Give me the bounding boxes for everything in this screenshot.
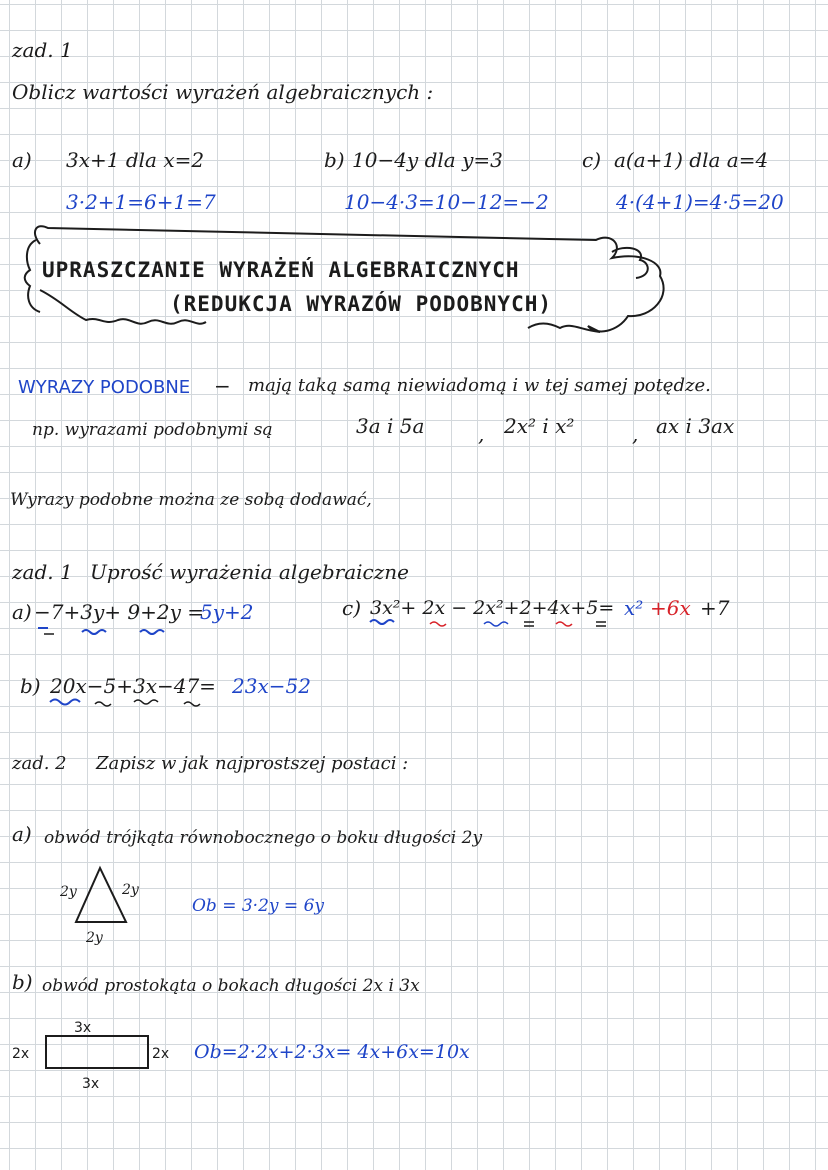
- simplify-c-result-7: +7: [700, 596, 730, 620]
- triangle-bottom-label: 2y: [86, 930, 103, 946]
- simplify-b-result: 23x−52: [232, 674, 311, 698]
- task1-instruction: Oblicz wartości wyrażeń algebraicznych :: [12, 80, 434, 104]
- simplify-b-expression: 20x−5+3x−47=: [50, 674, 216, 698]
- rect-left-label: 2x: [12, 1046, 30, 1062]
- simplify-c-expression: 3x²+ 2x − 2x²+2+4x+5=: [370, 597, 615, 619]
- definition-example-intro: np. wyrazami podobnymi są: [32, 420, 273, 440]
- definition-dash: −: [214, 374, 231, 398]
- simplify-a-expression: −7+3y+ 9+2y =: [34, 600, 204, 624]
- simplify-a-result: 5y+2: [200, 600, 254, 624]
- task1-label: zad. 1: [12, 38, 73, 62]
- banner-left-brace: [25, 240, 40, 312]
- banner-subtitle: (REDUKCJA WYRAZÓW PODOBNYCH): [170, 292, 553, 316]
- task2-a-label: a): [12, 822, 32, 846]
- calc-c-result: 4·(4+1)=4·5=20: [616, 190, 784, 214]
- triangle-left-label: 2y: [60, 884, 77, 900]
- triangle-right-label: 2y: [122, 882, 139, 898]
- calc-b-result: 10−4·3=10−12=−2: [344, 190, 549, 214]
- simplify-label: zad. 1: [12, 560, 73, 584]
- example-2x2-x2: 2x² i x²: [504, 414, 575, 438]
- example-3a-5a: 3a i 5a: [356, 414, 425, 438]
- simplify-c-result-x2: x²: [624, 596, 644, 620]
- banner-right-brace: [612, 248, 648, 278]
- calc-a-result: 3·2+1=6+1=7: [66, 190, 216, 214]
- example-ax-3ax: ax i 3ax: [656, 414, 735, 438]
- simplify-c-result-6x: +6x: [650, 596, 691, 620]
- calc-a-expression: 3x+1 dla x=2: [66, 148, 205, 172]
- rect-top-label: 3x: [74, 1020, 92, 1036]
- task2-a-result: Ob = 3·2y = 6y: [192, 896, 324, 916]
- task2-b-text: obwód prostokąta o bokach długości 2x i 3x: [42, 976, 420, 996]
- task2-label: zad. 2: [12, 753, 67, 774]
- definition-note: Wyrazy podobne można ze sobą dodawać,: [10, 490, 372, 510]
- rectangle-shape: [46, 1036, 148, 1068]
- triangle-shape: [76, 868, 126, 922]
- task2-b-label: b): [12, 970, 33, 994]
- calc-c-label: c): [582, 148, 602, 172]
- rect-bottom-label: 3x: [82, 1076, 100, 1092]
- example-comma-2: ,: [632, 422, 639, 446]
- simplify-title: Uprość wyrażenia algebraiczne: [90, 560, 410, 584]
- example-comma-1: ,: [478, 422, 485, 446]
- task2-b-result: Ob=2·2x+2·3x= 4x+6x=10x: [194, 1041, 470, 1063]
- underline-b-20x: [50, 700, 80, 705]
- task2-a-text: obwód trójkąta równobocznego o boku długości 2y: [44, 828, 483, 848]
- calc-a-label: a): [12, 148, 32, 172]
- simplify-b-label: b): [20, 674, 41, 698]
- rect-right-label: 2x: [152, 1046, 170, 1062]
- calc-c-expression: a(a+1) dla a=4: [614, 148, 769, 172]
- definition-term: WYRAZY PODOBNE: [18, 377, 191, 398]
- calc-b-label: b): [324, 148, 345, 172]
- banner-title: UPRASZCZANIE WYRAŻEŃ ALGEBRAICZNYCH: [42, 258, 520, 282]
- calc-b-expression: 10−4y dla y=3: [352, 148, 503, 172]
- simplify-c-label: c): [342, 596, 362, 620]
- definition-text: mają taką samą niewiadomą i w tej samej potędze.: [248, 375, 711, 396]
- simplify-a-label: a): [12, 600, 32, 624]
- task2-title: Zapisz w jak najprostszej postaci :: [96, 753, 409, 774]
